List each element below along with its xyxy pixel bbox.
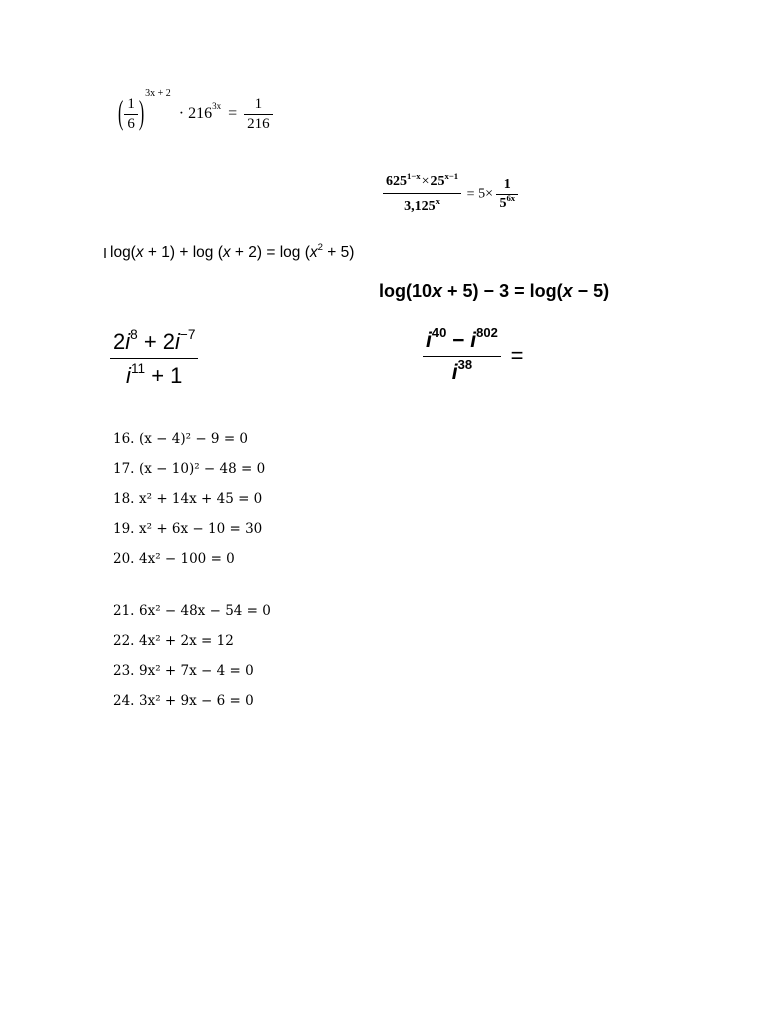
list-item: 19. x² + 6x − 10 = 30	[113, 521, 263, 537]
list-item: 16. (x − 4)² − 9 = 0	[113, 431, 249, 447]
list-item: 20. 4x² − 100 = 0	[113, 551, 235, 567]
list-item: 18. x² + 14x + 45 = 0	[113, 491, 263, 507]
base-exponent: 3x	[212, 101, 222, 112]
rhs-fraction: $\frac{1}{216}$	[244, 96, 273, 133]
equation-complex-1	[110, 326, 198, 389]
left-paren: (	[118, 95, 124, 132]
dot: ·	[178, 105, 185, 123]
outer-exponent: 3x + 2	[145, 88, 171, 100]
complex-fraction: $\frac{i^{40} - i^{802}}{i^{38}}$	[423, 329, 501, 385]
list-item: 22. 4x² + 2x = 12	[113, 633, 234, 649]
rhs-fraction: $\frac{1}{5^{6x}}$	[496, 177, 518, 212]
equation-complex-2: $\frac{i^{40} - i^{802}}{i^{38}}$ =	[423, 329, 524, 385]
base-216: 216	[188, 105, 213, 123]
equation-exponential-2: $\frac{625^{1-x}\times 25^{x-1}}{3,125^x}$ = 5× $\frac{1}{5^{6x}}$	[383, 174, 518, 215]
complex-fraction: $\frac{2i^8 + 2i^{-7}}{i^{11} + 1}$	[110, 329, 198, 389]
list-item: 23. 9x² + 7x − 4 = 0	[113, 663, 254, 679]
equation-exponential-1: ( $\frac{1}{6}$ )$^{3x + 2} \cdot 216^{3x}$ = $\frac{1}{216}$	[117, 96, 273, 133]
right-paren: )	[138, 95, 145, 132]
equation-log-2: log(10x + 5) − 3 = log(x − 5)	[379, 281, 610, 301]
fraction-one-sixth: $\frac{1}{6}$	[124, 96, 138, 133]
lhs-fraction: $\frac{625^{1-x}\times 25^{x-1}}{3,125^x}$	[383, 174, 461, 215]
margin-mark	[104, 248, 106, 258]
list-item: 21. 6x² − 48x − 54 = 0	[113, 603, 271, 619]
equation-log-1: $\log(x + 1) + \log (x + 2) = \log (x^2 + 5)$	[104, 244, 354, 262]
list-item: 17. (x − 10)² − 48 = 0	[113, 461, 266, 477]
list-item: 24. 3x² + 9x − 6 = 0	[113, 693, 254, 709]
